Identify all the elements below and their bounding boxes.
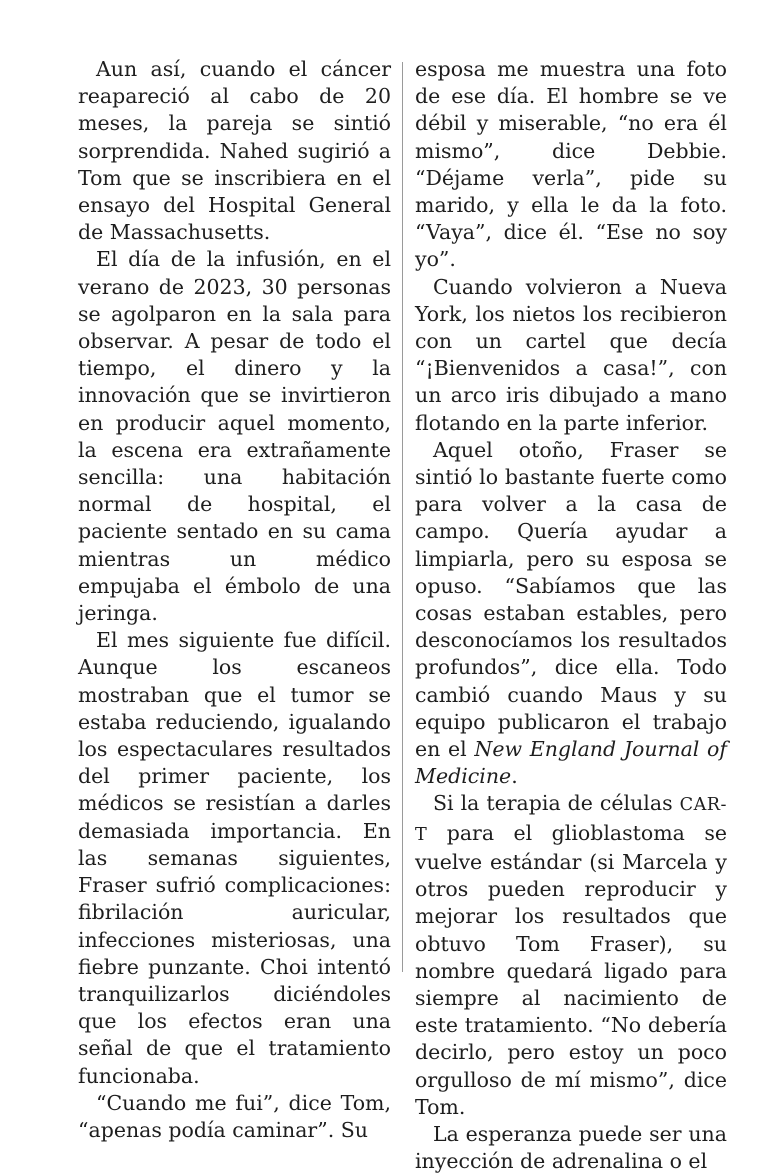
- paragraph-text: Si la terapia de células: [433, 791, 680, 816]
- therapy-term: CAR-T: [415, 795, 727, 845]
- journal-title: New England Journal of Medicine: [415, 737, 727, 789]
- paragraph: El día de la infusión, en el verano de 2023, 30 personas se agolparon en la sala para observar. A pesar de todo el tiempo, el dinero y la innovación que se invirtieron en producir aquel momento, la escena era extrañamente sencilla: una habitación normal de hospital, el paciente sentado en su cama mientras un médico empujaba el émbolo de una jeringa.: [78, 247, 391, 626]
- paragraph: [415, 437, 727, 791]
- left-column: [78, 56, 391, 1144]
- paragraph: La esperanza puede ser una inyección de adrenalina o el: [415, 1121, 727, 1174]
- paragraph-text: para el glioblastoma se vuelve estándar (si Marcela y otros pueden reproducir y mejorar los resultados que obtuvo Tom Fraser), su nombre quedará ligado para siempre al nacimiento de este tratamiento. “No debería decirlo, pero estoy un poco orgulloso de mí mismo”, dice Tom.: [415, 820, 727, 1119]
- paragraph: [415, 790, 727, 1120]
- paragraph-continued: esposa me muestra una foto de ese día. El hombre se ve débil y miserable, “no era él mismo”, dice Debbie. “Déjame verla”, pide su marido, y ella le da la foto. “Vaya”, dice él. “Ese no soy yo”.: [415, 57, 727, 272]
- right-column: [415, 56, 727, 1175]
- column-divider: [402, 62, 403, 972]
- paragraph: “Cuando me fui”, dice Tom, “apenas podía caminar”. Su: [78, 1090, 391, 1142]
- paragraph-text: .: [511, 764, 518, 789]
- paragraph: Aun así, cuando el cáncer reapareció al cabo de 20 meses, la pareja se sintió sorprendida. Nahed sugirió a Tom que se inscribiera en el ensayo del Hospital General de Massachusetts.: [78, 57, 391, 245]
- paragraph-text: Aquel otoño, Fraser se sintió lo bastante fuerte como para volver a la casa de campo. Quería ayudar a limpiarla, pero su esposa se opuso. “Sabíamos que las cosas estaban estables, pero desconocíamos los resultados profundos”, dice ella. Todo cambió cuando Maus y su equipo publicaron el trabajo en el: [415, 437, 727, 762]
- paragraph: El mes siguiente fue difícil. Aunque los escaneos mostraban que el tumor se estaba reduciendo, igualando los espectaculares resultados del primer paciente, los médicos se resistían a darles demasiada importancia. En las semanas siguientes, Fraser sufrió complicaciones: fibrilación auricular, infecciones misteriosas, una fiebre punzante. Choi intentó tranquilizarlos diciéndoles que los efectos eran una señal de que el tratamiento funcionaba.: [78, 628, 391, 1088]
- paragraph: Cuando volvieron a Nueva York, los nietos los recibieron con un cartel que decía “¡Bienvenidos a casa!”, con un arco iris dibujado a mano flotando en la parte inferior.: [415, 274, 727, 435]
